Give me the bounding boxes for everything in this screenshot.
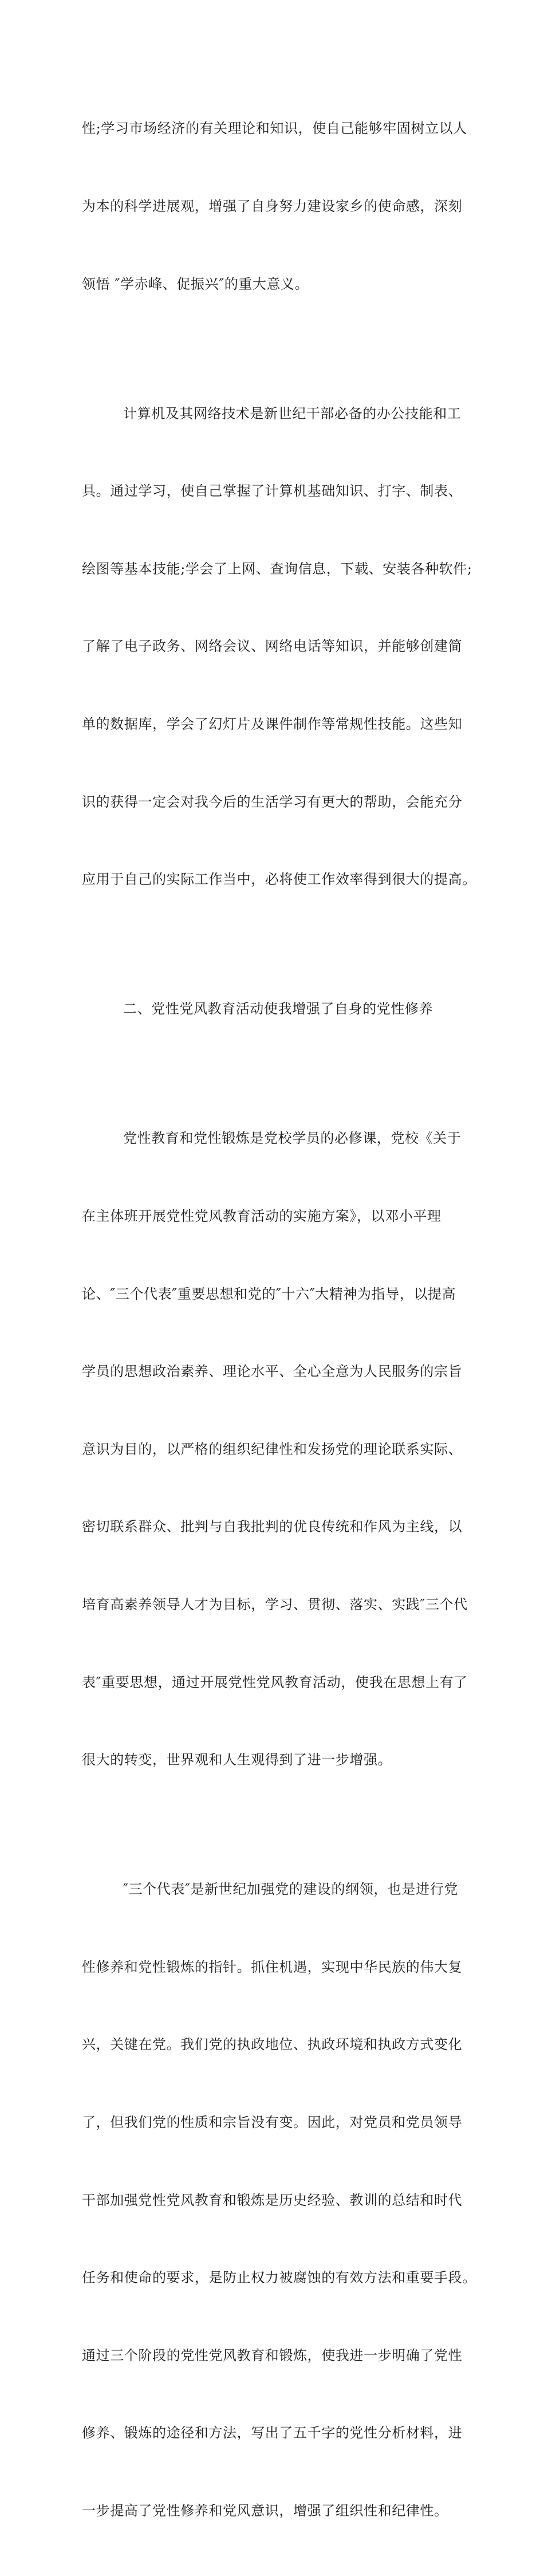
text-line: 了解了电子政务、网络会议、网络电话等知识，并能够创建简	[82, 638, 463, 655]
text-line: 识的获得一定会对我今后的生活学习有更大的帮助，会能充分	[82, 793, 463, 810]
section-heading-text: 二、党性党风教育活动使我增强了自身的党性修养	[123, 1001, 433, 1017]
paragraph-3	[82, 1074, 467, 1825]
text-line: 党性教育和党性锻炼是党校学员的必修课，党校《关于	[123, 1130, 462, 1147]
text-line: 密切联系群众、批判与自我批判的优良传统和作风为主线，以	[82, 1519, 463, 1535]
paragraph-1	[82, 64, 467, 349]
text-line: 计算机及其网络技术是新世纪干部必备的办公技能和工	[123, 405, 462, 422]
text-line: 了，但我们党的性质和宗旨没有变。因此，对党员和党员领导	[82, 2114, 463, 2131]
text-line: 很大的转变，世界观和人生观得到了进一步增强。	[82, 1752, 392, 1768]
text-line: 修养、锻炼的途径和方法，写出了五千字的党性分析材料，进	[82, 2425, 463, 2441]
text-line: 为本的科学进展观，增强了自身努力建设家乡的使命感，深刻	[82, 198, 463, 215]
section-heading	[82, 945, 467, 1074]
text-line: 具。通过学习，使自己掌握了计算机基础知识、打字、制表、	[82, 483, 463, 500]
text-line: 任务和使命的要求，是防止权力被腐蚀的有效方法和重要手段。	[82, 2270, 476, 2286]
text-line: 一步提高了党性修养和党风意识，增强了组织性和纪律性。	[82, 2503, 448, 2519]
text-line: 领悟 ″学赤峰、促振兴″的重大意义。	[82, 276, 309, 292]
text-line: 性;学习市场经济的有关理论和知识，使自己能够牢固树立以人	[82, 120, 467, 137]
text-line: 在主体班开展党性党风教育活动的实施方案》，以邓小平理	[82, 1208, 441, 1224]
text-line: 通过三个阶段的党性党风教育和锻炼，使我进一步明确了党性	[82, 2347, 463, 2363]
text-line: 表″重要思想，通过开展党性党风教育活动，使我在思想上有了	[82, 1674, 468, 1690]
text-line: 性修养和党性锻炼的指针。抓住机遇，实现中华民族的伟大复	[82, 1958, 463, 1975]
paragraph-2	[82, 349, 476, 945]
text-line: ″三个代表″是新世纪加强党的建设的纲领，也是进行党	[123, 1881, 458, 1898]
text-line: 培育高素养领导人才为目标，学习、贯彻、落实、实践″三个代	[82, 1596, 468, 1613]
paragraph-4	[82, 1825, 476, 2576]
text-line: 干部加强党性党风教育和锻炼是历史经验、教训的总结和时代	[82, 2192, 463, 2208]
text-line: 学员的思想政治素养、理论水平、全心全意为人民服务的宗旨	[82, 1363, 463, 1380]
text-line: 绘图等基本技能;学会了上网、查询信息，下载、安装各种软件;	[82, 560, 472, 577]
text-line: 单的数据库，学会了幻灯片及课件制作等常规性技能。这些知	[82, 716, 463, 733]
text-line: 意识为目的，以严格的组织纪律性和发扬党的理论联系实际、	[82, 1441, 463, 1457]
text-line: 兴，关键在党。我们党的执政地位、执政环境和执政方式变化	[82, 2036, 463, 2053]
text-line: 应用于自己的实际工作当中，必将使工作效率得到很大的提高。	[82, 871, 476, 888]
text-line: 论、″三个代表″重要思想和党的″十六″大精神为指导，以提高	[82, 1285, 456, 1302]
document-body	[82, 64, 476, 2576]
